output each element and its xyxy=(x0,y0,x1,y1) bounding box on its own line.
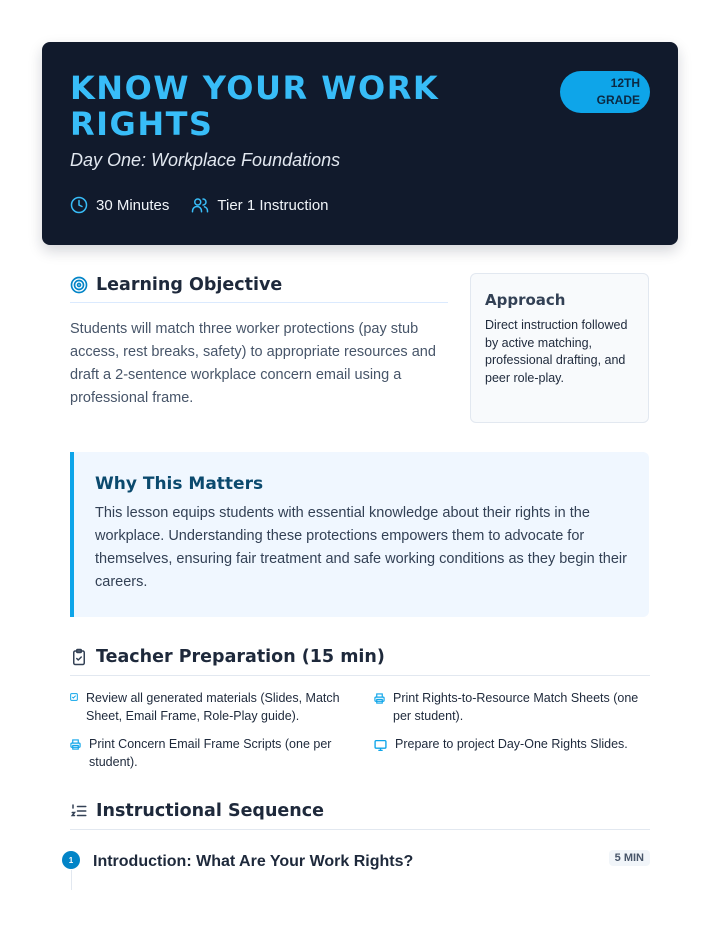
users-icon xyxy=(191,196,209,214)
tier-meta xyxy=(191,196,328,214)
tier-text: Tier 1 Instruction xyxy=(217,196,329,214)
prep-item-text: Prepare to project Day-One Rights Slides. xyxy=(395,737,628,751)
prep-heading xyxy=(70,647,385,667)
step-number: 1 xyxy=(62,851,80,869)
objective-text: Students will match three worker protections (pay stub access, rest breaks, safety) to appropriate resources and draft a 2-sentence workplace concern email using a professional frame. xyxy=(70,321,436,406)
step-title: Introduction: What Are Your Work Rights? xyxy=(93,853,414,870)
checkbox-icon xyxy=(70,693,78,701)
approach-title: Approach xyxy=(485,291,566,309)
why-text: This lesson equips students with essential knowledge about their rights in the workplace. Understanding these protections empowers them to advocate for themselves, ensuring fair treatment and safe working conditions as they begin their careers. xyxy=(95,505,627,590)
prep-title: Teacher Preparation (15 min) xyxy=(96,647,385,667)
numbered-list-icon xyxy=(70,802,88,820)
lesson-subtitle: Day One: Workplace Foundations xyxy=(70,150,341,170)
prep-divider xyxy=(70,675,650,676)
duration-meta xyxy=(70,196,169,214)
target-icon xyxy=(70,276,88,294)
objective-heading xyxy=(70,275,282,295)
step-duration-badge: 5 MIN xyxy=(609,850,650,866)
prep-item xyxy=(70,736,360,771)
prep-item-text: Print Rights-to-Resource Match Sheets (one per student). xyxy=(393,691,639,723)
objective-divider xyxy=(70,302,448,303)
approach-card xyxy=(470,273,649,423)
sequence-divider xyxy=(70,829,650,830)
objective-title: Learning Objective xyxy=(96,275,283,295)
monitor-icon xyxy=(374,739,387,752)
clipboard-check-icon xyxy=(70,648,88,666)
clock-icon xyxy=(70,196,88,214)
approach-text: Direct instruction followed by active matching, professional drafting, and peer role-play. xyxy=(485,318,628,385)
printer-icon xyxy=(70,739,81,750)
prep-item-text: Review all generated materials (Slides, Match Sheet, Email Frame, Role-Play guide). xyxy=(86,691,340,723)
prep-item xyxy=(374,736,650,754)
lesson-header xyxy=(42,42,678,245)
sequence-heading xyxy=(70,801,324,821)
prep-item xyxy=(70,690,360,725)
lesson-title: KNOW YOUR WORK RIGHTS xyxy=(70,69,440,143)
sequence-title: Instructional Sequence xyxy=(96,801,324,821)
printer-icon xyxy=(374,693,385,704)
grade-badge xyxy=(560,71,650,113)
lesson-meta xyxy=(70,196,329,214)
why-title: Why This Matters xyxy=(95,474,264,494)
prep-item-text: Print Concern Email Frame Scripts (one per student). xyxy=(89,737,332,769)
prep-item xyxy=(374,690,650,725)
why-callout xyxy=(70,452,649,617)
duration-text: 30 Minutes xyxy=(96,196,170,214)
grade-badge-line2: GRADE xyxy=(596,93,640,107)
grade-badge-line1: 12TH xyxy=(610,76,640,90)
step-connector xyxy=(71,870,72,890)
